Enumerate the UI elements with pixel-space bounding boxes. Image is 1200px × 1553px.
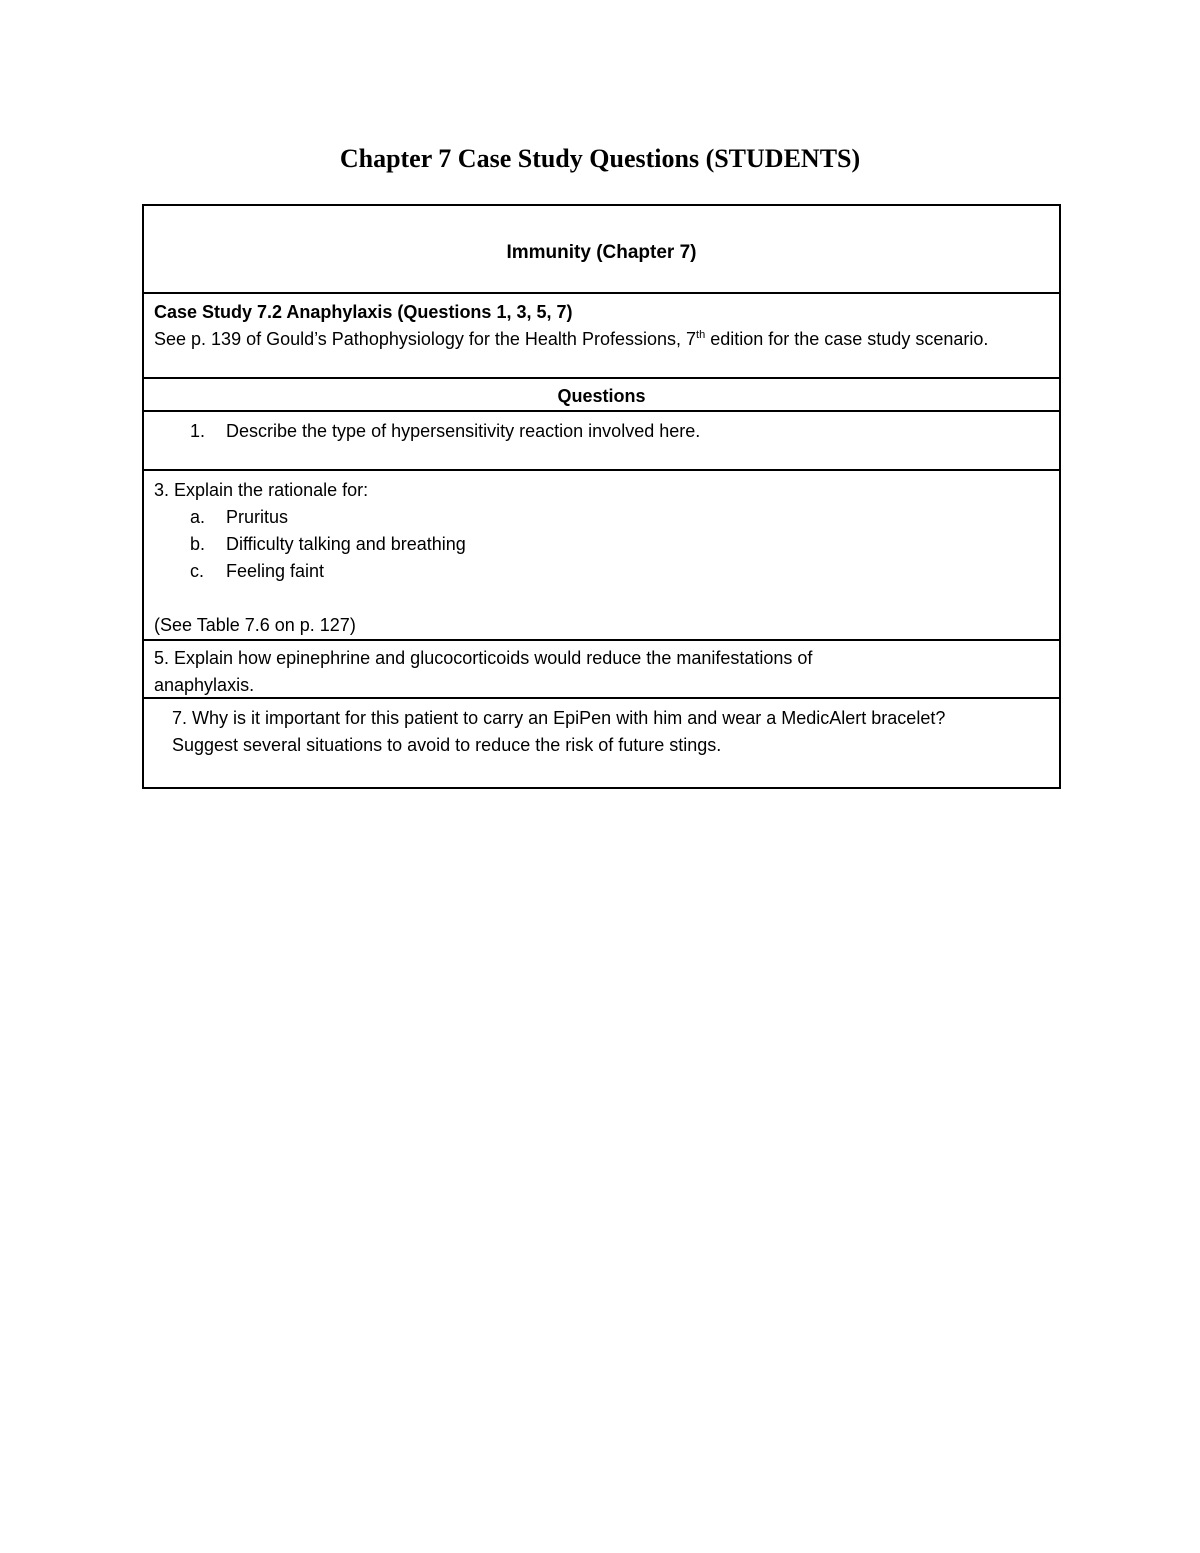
list-item-marker: c. [190,561,205,581]
question-3-sublist [154,504,1049,585]
list-item [190,531,1049,558]
question-1-number: 1. [190,421,206,441]
question-7-line-1: 7. Why is it important for this patient to carry an EpiPen with him and wear a MedicAlert bracelet? [172,708,946,728]
list-item-text: Difficulty talking and breathing [226,534,466,554]
edition-superscript: th [696,329,706,341]
case-study-title: Case Study 7.2 Anaphylaxis (Questions 1, 3, 5, 7) [154,302,573,322]
questions-label: Questions [557,386,646,406]
case-study-row [144,294,1059,379]
list-item [190,504,1049,531]
question-3-note: (See Table 7.6 on p. 127) [154,615,356,635]
list-item-marker: b. [190,534,206,554]
list-item [190,558,1049,585]
question-5-text: 5. Explain how epinephrine and glucocorticoids would reduce the manifestations of anaphylaxis. [154,648,813,695]
list-item-text: Pruritus [226,507,289,527]
case-study-description [154,326,1049,353]
question-1 [154,418,1049,445]
list-item-text: Feeling faint [226,561,325,581]
list-item-marker: a. [190,507,206,527]
question-3-row [144,471,1059,641]
case-study-text-end: edition for the case study scenario. [705,329,989,349]
question-7-line-2: Suggest several situations to avoid to reduce the risk of future stings. [172,735,722,755]
case-study-text: See p. 139 of Gould’s Pathophysiology for the Health Professions, 7 [154,329,697,349]
questions-label-row [144,379,1059,412]
page-title: Chapter 7 Case Study Questions (STUDENTS) [339,144,861,173]
question-1-text: Describe the type of hypersensitivity reaction involved here. [226,421,701,441]
case-study-table [142,204,1061,789]
question-7-row [144,699,1059,787]
table-header: Immunity (Chapter 7) [506,241,697,263]
question-1-row [144,412,1059,471]
question-3-intro: 3. Explain the rationale for: [154,480,369,500]
table-header-row [144,206,1059,294]
question-5-row [144,641,1059,699]
